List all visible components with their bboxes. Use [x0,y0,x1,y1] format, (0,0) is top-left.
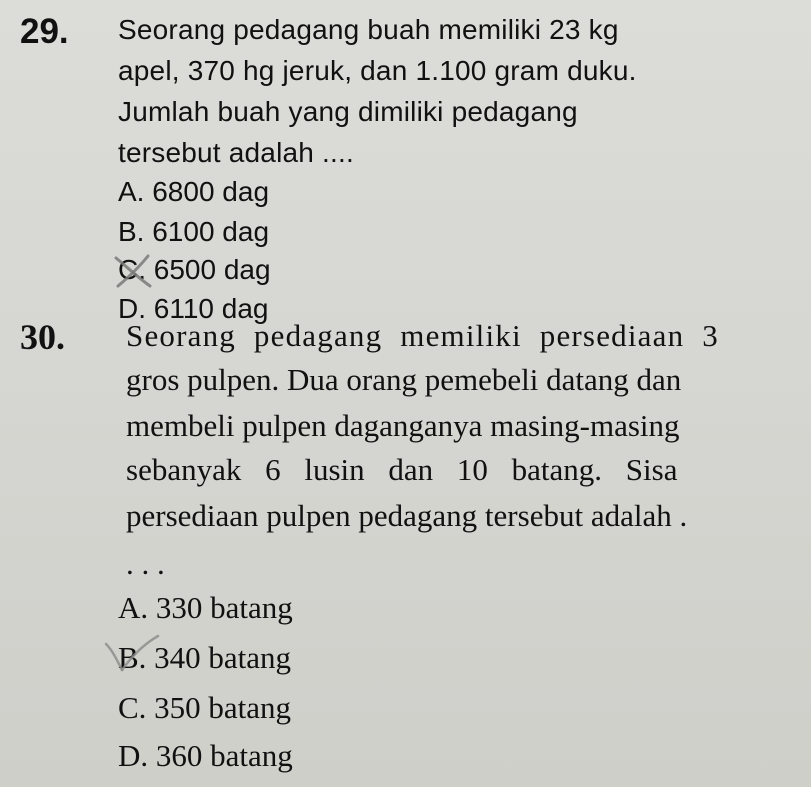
question-29-line-2: apel, 370 hg jeruk, dan 1.100 gram duku. [118,55,637,86]
question-29-line-4: tersebut adalah .... [118,137,354,168]
question-30-number: 30. [20,317,65,357]
question-30-option-a[interactable]: A. 330 batang [118,590,293,625]
question-30-line-1: Seorang pedagang memiliki persediaan 3 [126,318,719,353]
question-30-line-3: membeli pulpen daganganya masing-masing [126,408,680,443]
question-29-option-b[interactable]: B. 6100 dag [118,216,270,247]
question-30-continuation: . . . [126,546,165,581]
question-30-option-d[interactable]: D. 360 batang [118,738,293,773]
question-29-option-c[interactable]: C. 6500 dag [118,254,271,285]
question-29-number: 29. [20,12,69,51]
question-29-line-3: Jumlah buah yang dimiliki pedagang [118,96,578,127]
question-29-line-1: Seorang pedagang buah memiliki 23 kg [118,14,619,45]
question-29-option-d[interactable]: D. 6110 dag [118,293,269,324]
question-30-line-2: gros pulpen. Dua orang pemebeli datang dan [126,362,682,397]
question-30-line-4: sebanyak 6 lusin dan 10 batang. Sisa [126,452,678,487]
question-29-option-a[interactable]: A. 6800 dag [118,176,270,207]
question-30-option-c[interactable]: C. 350 batang [118,690,292,725]
question-30-option-b[interactable]: B. 340 batang [118,640,292,675]
question-30-line-5: persediaan pulpen pedagang tersebut adalah . [126,498,688,533]
